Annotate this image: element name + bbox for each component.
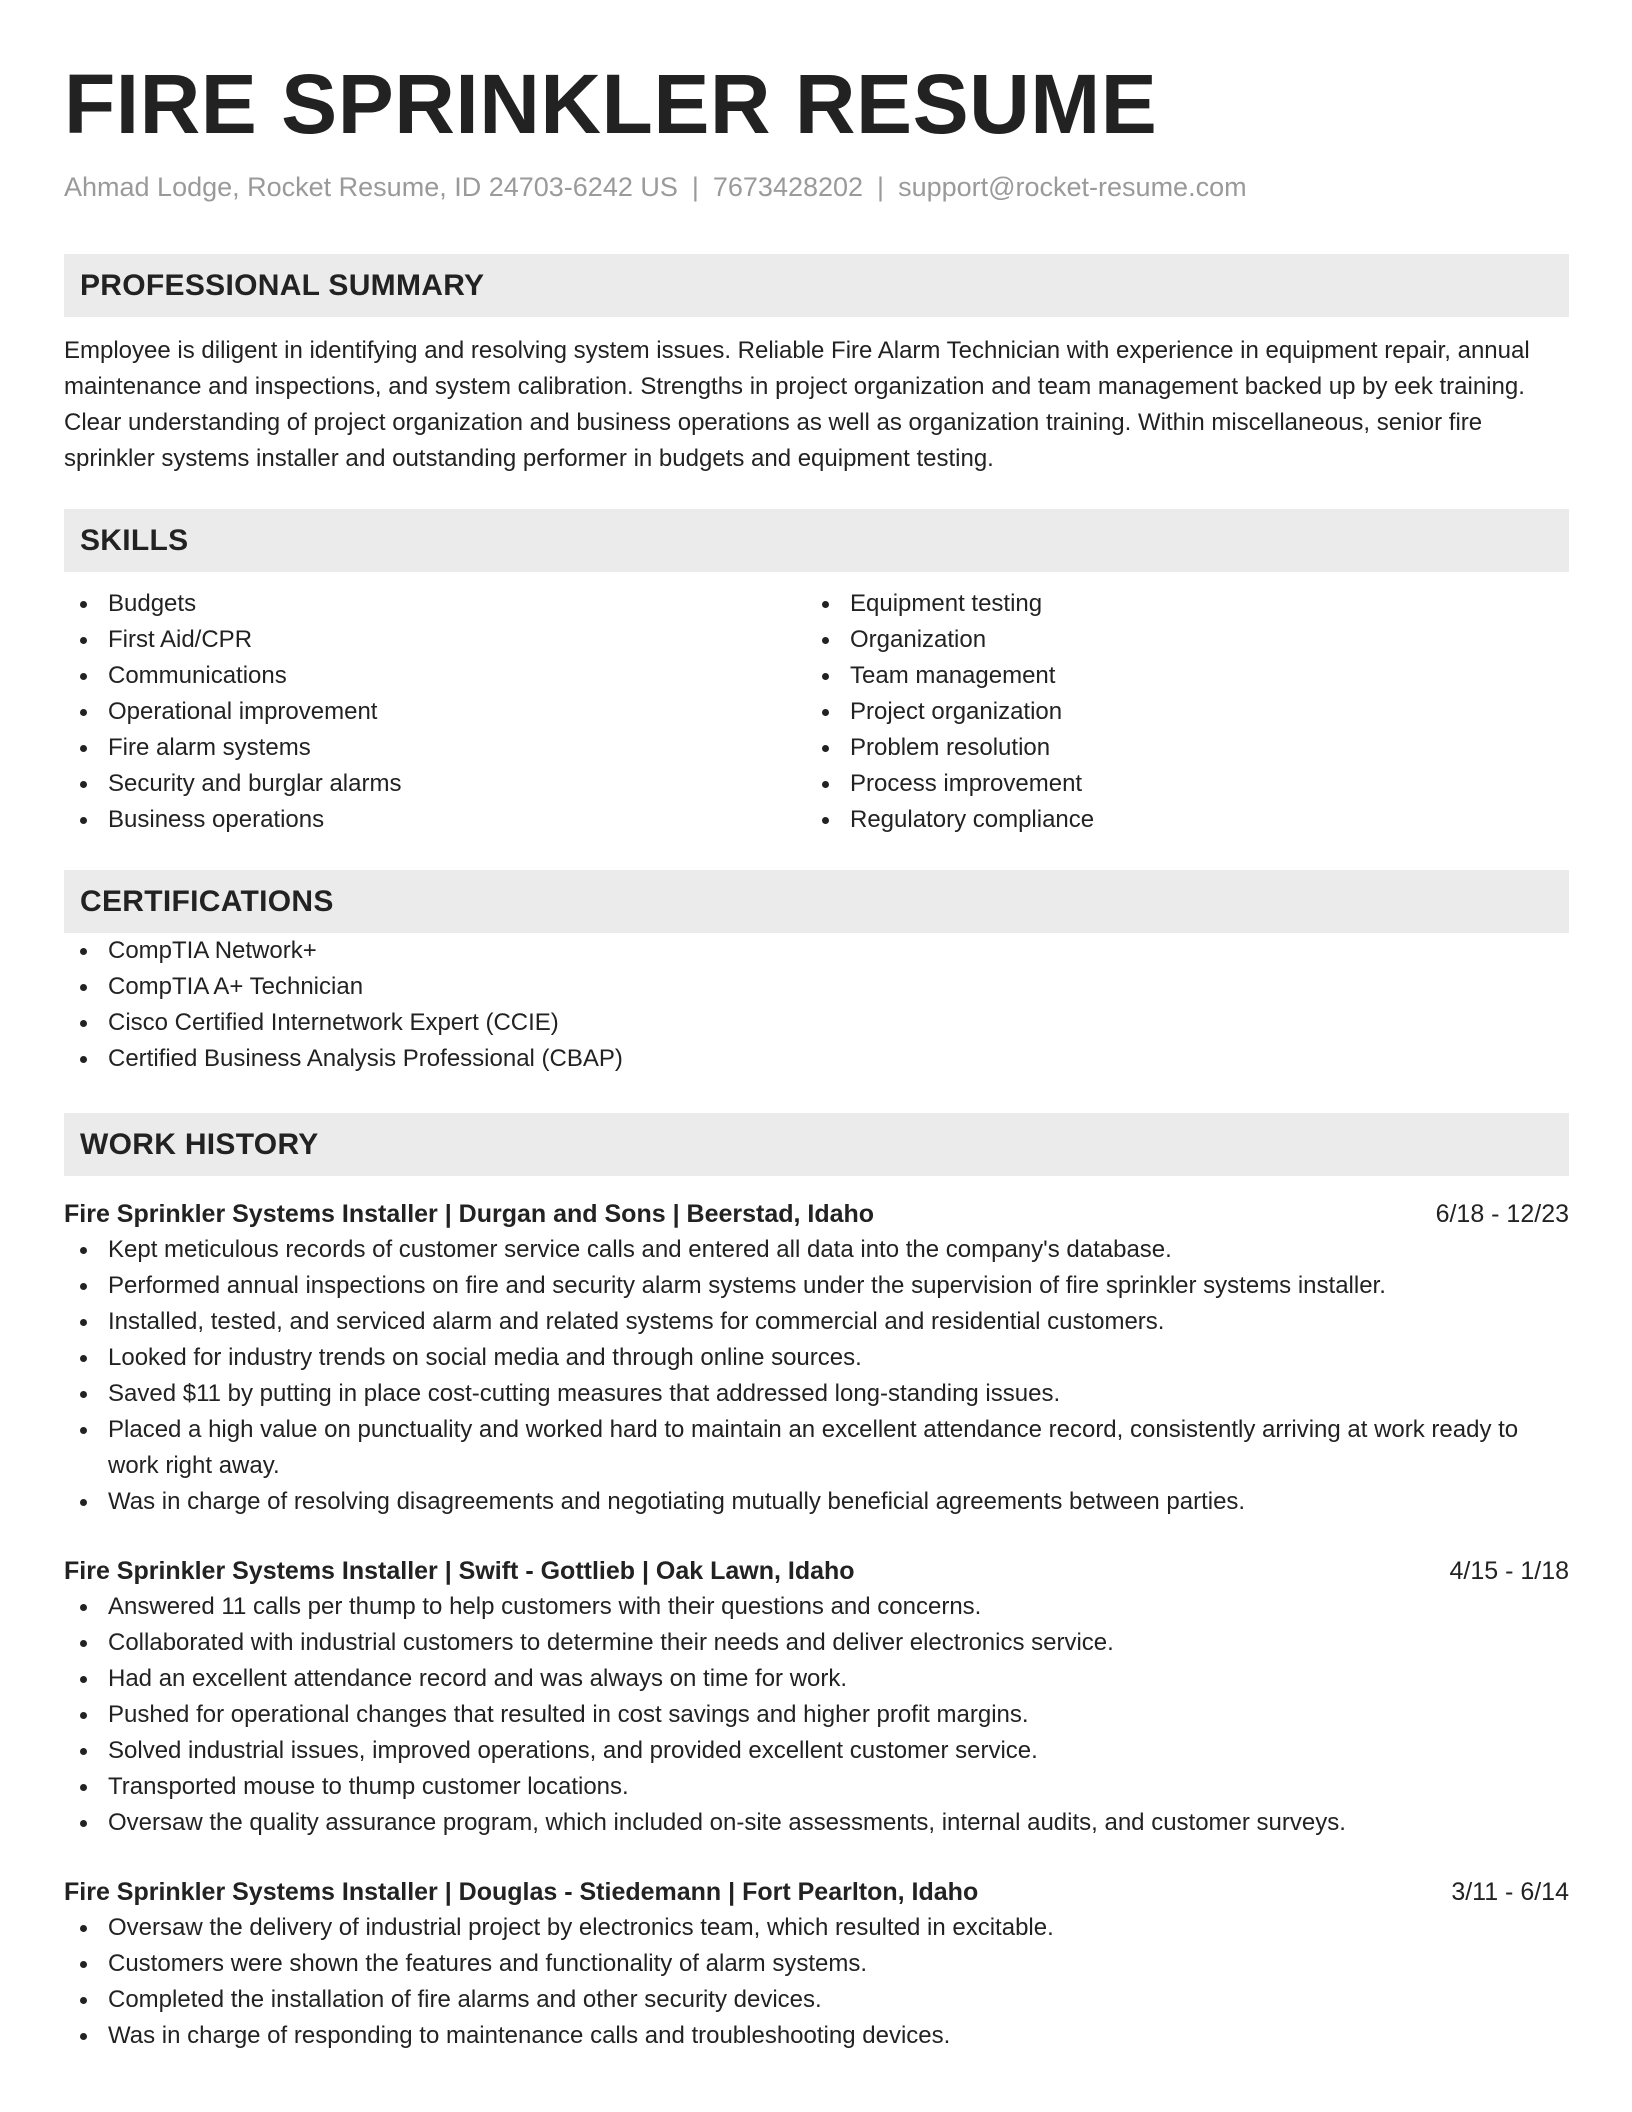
job-bullet: Collaborated with industrial customers to determine their needs and deliver electronics service. (64, 1625, 1569, 1661)
skill-item: Team management (806, 658, 1548, 694)
skill-item: First Aid/CPR (64, 622, 806, 658)
job-bullet: Was in charge of responding to maintenance calls and troubleshooting devices. (64, 2018, 1569, 2054)
contact-line (64, 170, 1569, 204)
job-header (64, 1196, 1569, 1232)
certification-item: CompTIA A+ Technician (64, 969, 1569, 1005)
contact-address: Ahmad Lodge, Rocket Resume, ID 24703-6242 US (64, 172, 678, 202)
summary-text: Employee is diligent in identifying and resolving system issues. Reliable Fire Alarm Technician with experience in equipment repair, annual maintenance and inspections, and system calibration. Strengths in project organization and team management backed up by eek training. Clear understanding of project organization and business operations as well as organization training. Within miscellaneous, senior fire sprinkler systems installer and outstanding performer in budgets and equipment testing. (64, 337, 1530, 472)
skill-item: Operational improvement (64, 694, 806, 730)
job-dates: 3/11 - 6/14 (1451, 1878, 1569, 1906)
skill-item: Regulatory compliance (806, 802, 1548, 838)
job-bullet: Oversaw the quality assurance program, which included on-site assessments, internal audits, and customer surveys. (64, 1805, 1569, 1841)
certification-item: CompTIA Network+ (64, 933, 1569, 969)
job-entry (64, 1196, 1569, 1520)
contact-separator: | (877, 172, 885, 202)
job-bullet: Had an excellent attendance record and was always on time for work. (64, 1661, 1569, 1697)
job-bullet: Pushed for operational changes that resulted in cost savings and higher profit margins. (64, 1697, 1569, 1733)
section-header-certifications: CERTIFICATIONS (64, 870, 1569, 933)
job-entry (64, 1553, 1569, 1841)
skills-grid (64, 586, 1569, 838)
job-bullet: Was in charge of resolving disagreements and negotiating mutually beneficial agreements between parties. (64, 1484, 1569, 1520)
skills-left-column (64, 586, 806, 838)
job-header (64, 1874, 1569, 1910)
skill-item: Fire alarm systems (64, 730, 806, 766)
job-title: Fire Sprinkler Systems Installer | Swift - Gottlieb | Oak Lawn, Idaho (64, 1557, 855, 1585)
job-bullets (64, 1232, 1569, 1520)
job-bullet: Saved $11 by putting in place cost-cutting measures that addressed long-standing issues. (64, 1376, 1569, 1412)
skill-item: Business operations (64, 802, 806, 838)
job-dates: 4/15 - 1/18 (1449, 1557, 1569, 1585)
job-bullet: Solved industrial issues, improved operations, and provided excellent customer service. (64, 1733, 1569, 1769)
contact-separator: | (691, 172, 699, 202)
job-bullet: Transported mouse to thump customer locations. (64, 1769, 1569, 1805)
skill-item: Budgets (64, 586, 806, 622)
contact-phone: 7673428202 (712, 172, 864, 202)
job-bullet: Completed the installation of fire alarms and other security devices. (64, 1982, 1569, 2018)
certification-item: Cisco Certified Internetwork Expert (CCIE) (64, 1005, 1569, 1041)
job-bullet: Kept meticulous records of customer service calls and entered all data into the company's database. (64, 1232, 1569, 1268)
resume-title: FIRE SPRINKLER RESUME (64, 57, 1158, 151)
section-header-professional-summary: PROFESSIONAL SUMMARY (64, 254, 1569, 317)
job-bullet: Performed annual inspections on fire and security alarm systems under the supervision of fire sprinkler systems installer. (64, 1268, 1569, 1304)
skill-item: Equipment testing (806, 586, 1548, 622)
job-bullets (64, 1589, 1569, 1841)
contact-email: support@rocket-resume.com (898, 172, 1247, 202)
certifications-list (64, 933, 1569, 1077)
section-header-skills: SKILLS (64, 509, 1569, 572)
job-title: Fire Sprinkler Systems Installer | Durgan and Sons | Beerstad, Idaho (64, 1200, 875, 1228)
job-bullet: Customers were shown the features and functionality of alarm systems. (64, 1946, 1569, 1982)
skill-item: Process improvement (806, 766, 1548, 802)
skills-right-column (806, 586, 1548, 838)
job-bullet: Oversaw the delivery of industrial project by electronics team, which resulted in excitable. (64, 1910, 1569, 1946)
job-bullet: Looked for industry trends on social media and through online sources. (64, 1340, 1569, 1376)
skill-item: Problem resolution (806, 730, 1548, 766)
skill-item: Organization (806, 622, 1548, 658)
job-bullet: Answered 11 calls per thump to help customers with their questions and concerns. (64, 1589, 1569, 1625)
section-header-work-history: WORK HISTORY (64, 1113, 1569, 1176)
job-dates: 6/18 - 12/23 (1435, 1200, 1569, 1228)
certification-item: Certified Business Analysis Professional (CBAP) (64, 1041, 1569, 1077)
job-bullets (64, 1910, 1569, 2054)
job-title: Fire Sprinkler Systems Installer | Douglas - Stiedemann | Fort Pearlton, Idaho (64, 1878, 979, 1906)
job-header (64, 1553, 1569, 1589)
skill-item: Project organization (806, 694, 1548, 730)
job-bullet: Installed, tested, and serviced alarm and related systems for commercial and residential customers. (64, 1304, 1569, 1340)
job-bullet: Placed a high value on punctuality and worked hard to maintain an excellent attendance record, consistently arriving at work ready to work right away. (64, 1412, 1569, 1484)
skill-item: Security and burglar alarms (64, 766, 806, 802)
job-entry (64, 1874, 1569, 2054)
skill-item: Communications (64, 658, 806, 694)
